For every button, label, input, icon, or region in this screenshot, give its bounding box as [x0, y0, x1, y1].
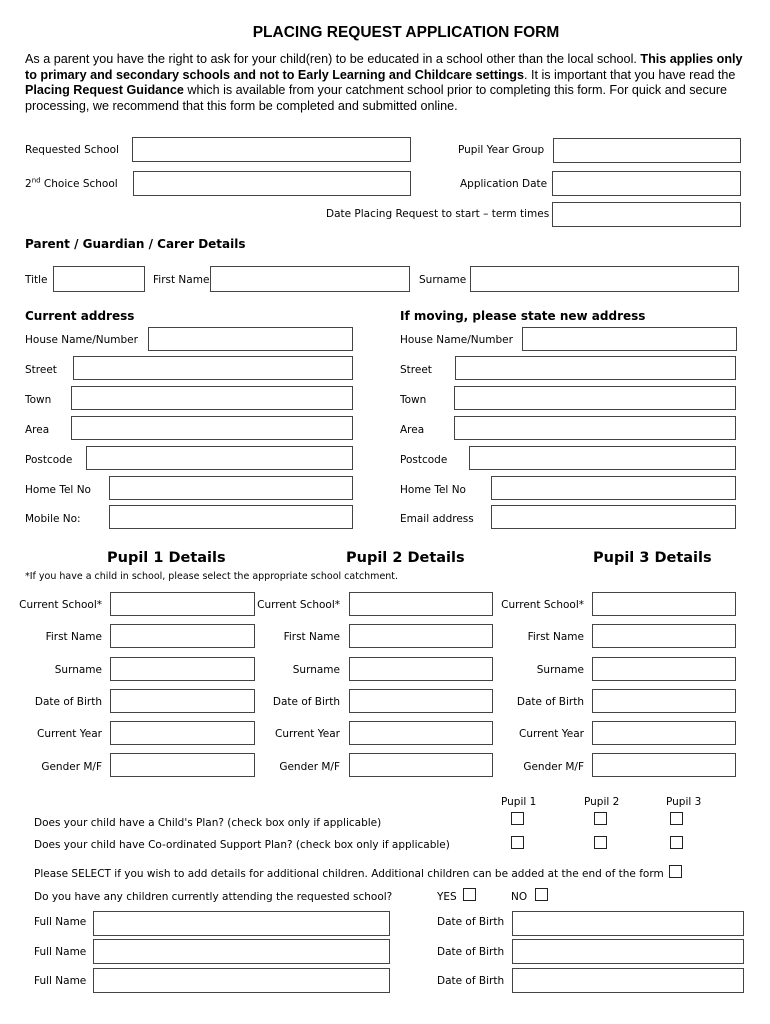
- parent-title-field[interactable]: [53, 266, 145, 292]
- p1-gender-field[interactable]: [110, 753, 255, 777]
- sibling3-name-label: Full Name: [34, 975, 87, 987]
- p3-first-name-field[interactable]: [592, 624, 736, 648]
- p1-first-name-label: First Name: [45, 631, 102, 643]
- p3-surname-label: Surname: [536, 664, 584, 676]
- start-date-label: Date Placing Request to start – term times: [326, 208, 550, 220]
- requested-school-label: Requested School: [25, 144, 119, 156]
- current-address-heading: Current address: [25, 309, 135, 323]
- p2-gender-label: Gender M/F: [279, 761, 340, 773]
- new-town-field[interactable]: [454, 386, 736, 410]
- pupil-year-group-label: Pupil Year Group: [458, 144, 545, 156]
- yes-label: YES: [437, 891, 457, 903]
- new-town-label: Town: [400, 394, 427, 406]
- parent-title-label: Title: [25, 274, 48, 286]
- p2-dob-label: Date of Birth: [272, 696, 340, 708]
- p3-surname-field[interactable]: [592, 657, 736, 681]
- csp-pupil2-checkbox[interactable]: [594, 836, 607, 849]
- p2-current-year-field[interactable]: [349, 721, 493, 745]
- new-street-field[interactable]: [455, 356, 736, 380]
- sibling3-dob-label: Date of Birth: [437, 975, 505, 987]
- p2-surname-label: Surname: [292, 664, 340, 676]
- p3-gender-label: Gender M/F: [523, 761, 584, 773]
- p1-current-school-field[interactable]: [110, 592, 255, 616]
- p1-gender-label: Gender M/F: [41, 761, 102, 773]
- p3-current-year-label: Current Year: [518, 728, 584, 740]
- application-date-field[interactable]: [552, 171, 741, 196]
- intro-bold2: Placing Request Guidance: [25, 83, 184, 98]
- intro-text: [25, 52, 750, 114]
- p2-surname-field[interactable]: [349, 657, 493, 681]
- new-email-field[interactable]: [491, 505, 736, 529]
- cur-mobile-label: Mobile No:: [25, 513, 81, 525]
- sibling3-dob-field[interactable]: [512, 968, 744, 993]
- new-postcode-label: Postcode: [400, 454, 448, 466]
- parent-first-name-field[interactable]: [210, 266, 410, 292]
- cur-postcode-field[interactable]: [86, 446, 353, 470]
- start-date-field[interactable]: [552, 202, 741, 227]
- new-area-label: Area: [400, 424, 425, 436]
- new-house-field[interactable]: [522, 327, 737, 351]
- cur-street-label: Street: [25, 364, 57, 376]
- p1-current-school-label: Current School*: [19, 599, 102, 611]
- yes-checkbox[interactable]: [463, 888, 476, 901]
- p2-dob-field[interactable]: [349, 689, 493, 713]
- cur-house-field[interactable]: [148, 327, 353, 351]
- catchment-note: *If you have a child in school, please select the appropriate school catchment.: [25, 571, 399, 582]
- p3-first-name-label: First Name: [527, 631, 584, 643]
- new-home-tel-label: Home Tel No: [400, 484, 466, 496]
- sibling1-name-label: Full Name: [34, 916, 87, 928]
- plan-col-pupil2: Pupil 2: [584, 796, 620, 808]
- childs-plan-pupil2-checkbox[interactable]: [594, 812, 607, 825]
- p2-current-school-label: Current School*: [257, 599, 340, 611]
- sibling2-name-field[interactable]: [93, 939, 390, 964]
- plan-col-pupil1: Pupil 1: [501, 796, 537, 808]
- p2-gender-field[interactable]: [349, 753, 493, 777]
- parent-first-name-label: First Name: [153, 274, 210, 286]
- intro-line1: As a parent you have the right to ask for your child(ren) to be educated in a school other than the local school.: [25, 52, 637, 66]
- sibling2-dob-field[interactable]: [512, 939, 744, 964]
- p3-current-school-label: Current School*: [501, 599, 584, 611]
- parent-surname-field[interactable]: [470, 266, 739, 292]
- plan-col-pupil3: Pupil 3: [666, 796, 702, 808]
- p1-current-year-field[interactable]: [110, 721, 255, 745]
- p2-first-name-label: First Name: [283, 631, 340, 643]
- cur-house-label: House Name/Number: [25, 334, 138, 346]
- new-home-tel-field[interactable]: [491, 476, 736, 500]
- no-checkbox[interactable]: [535, 888, 548, 901]
- p1-surname-label: Surname: [54, 664, 102, 676]
- p3-dob-field[interactable]: [592, 689, 736, 713]
- intro-bold1: This applies only to primary and secondary schools and not to Early Learning and Childcare settings: [25, 52, 743, 82]
- pupil2-heading: Pupil 2 Details: [346, 550, 465, 566]
- new-house-label: House Name/Number: [400, 334, 513, 346]
- intro-end: which is available from your catchment school prior to completing this form. For quick and secure processing, we recommend that this form be completed and submitted online.: [25, 83, 728, 113]
- sibling1-name-field[interactable]: [93, 911, 390, 936]
- childs-plan-pupil1-checkbox[interactable]: [511, 812, 524, 825]
- new-email-label: Email address: [400, 513, 474, 525]
- p1-surname-field[interactable]: [110, 657, 255, 681]
- new-area-field[interactable]: [454, 416, 736, 440]
- p1-dob-field[interactable]: [110, 689, 255, 713]
- no-label: NO: [511, 891, 528, 903]
- p1-first-name-field[interactable]: [110, 624, 255, 648]
- additional-children-checkbox[interactable]: [669, 865, 682, 878]
- sibling3-name-field[interactable]: [93, 968, 390, 993]
- cur-home-tel-label: Home Tel No: [25, 484, 91, 496]
- cur-home-tel-field[interactable]: [109, 476, 353, 500]
- cur-mobile-field[interactable]: [109, 505, 353, 529]
- p2-current-school-field[interactable]: [349, 592, 493, 616]
- cur-town-field[interactable]: [71, 386, 353, 410]
- p1-dob-label: Date of Birth: [34, 696, 102, 708]
- p3-gender-field[interactable]: [592, 753, 736, 777]
- cur-town-label: Town: [25, 394, 52, 406]
- parent-surname-label: Surname: [419, 274, 467, 286]
- cur-area-label: Area: [25, 424, 50, 436]
- p3-dob-label: Date of Birth: [516, 696, 584, 708]
- sibling1-dob-field[interactable]: [512, 911, 744, 936]
- cur-postcode-label: Postcode: [25, 454, 73, 466]
- p3-current-year-field[interactable]: [592, 721, 736, 745]
- additional-children-text: Please SELECT if you wish to add details for additional children. Additional children can be added at the end of the form: [34, 868, 664, 880]
- pupil3-heading: Pupil 3 Details: [593, 550, 712, 566]
- new-postcode-field[interactable]: [469, 446, 736, 470]
- p3-current-school-field[interactable]: [592, 592, 736, 616]
- pupil-year-group-field[interactable]: [553, 138, 741, 163]
- childs-plan-pupil3-checkbox[interactable]: [670, 812, 683, 825]
- parent-heading: Parent / Guardian / Carer Details: [25, 237, 246, 251]
- requested-school-field[interactable]: [132, 137, 411, 162]
- childs-plan-question: Does your child have a Child's Plan? (check box only if applicable): [34, 817, 382, 829]
- second-choice-school-label: 2nd Choice School: [25, 176, 118, 190]
- cur-street-field[interactable]: [73, 356, 353, 380]
- p1-current-year-label: Current Year: [36, 728, 102, 740]
- p2-current-year-label: Current Year: [274, 728, 340, 740]
- csp-question: Does your child have Co-ordinated Support Plan? (check box only if applicable): [34, 839, 450, 851]
- new-address-heading: If moving, please state new address: [400, 309, 646, 323]
- form-title: PLACING REQUEST APPLICATION FORM: [252, 24, 560, 41]
- application-date-label: Application Date: [460, 178, 548, 190]
- attending-question: Do you have any children currently attending the requested school?: [34, 891, 393, 903]
- cur-area-field[interactable]: [71, 416, 353, 440]
- p2-first-name-field[interactable]: [349, 624, 493, 648]
- csp-pupil3-checkbox[interactable]: [670, 836, 683, 849]
- second-choice-school-field[interactable]: [133, 171, 411, 196]
- sibling2-dob-label: Date of Birth: [437, 946, 505, 958]
- new-street-label: Street: [400, 364, 432, 376]
- csp-pupil1-checkbox[interactable]: [511, 836, 524, 849]
- sibling2-name-label: Full Name: [34, 946, 87, 958]
- pupil1-heading: Pupil 1 Details: [107, 550, 226, 566]
- intro-mid: . It is important that you have read the: [523, 67, 736, 82]
- sibling1-dob-label: Date of Birth: [437, 916, 505, 928]
